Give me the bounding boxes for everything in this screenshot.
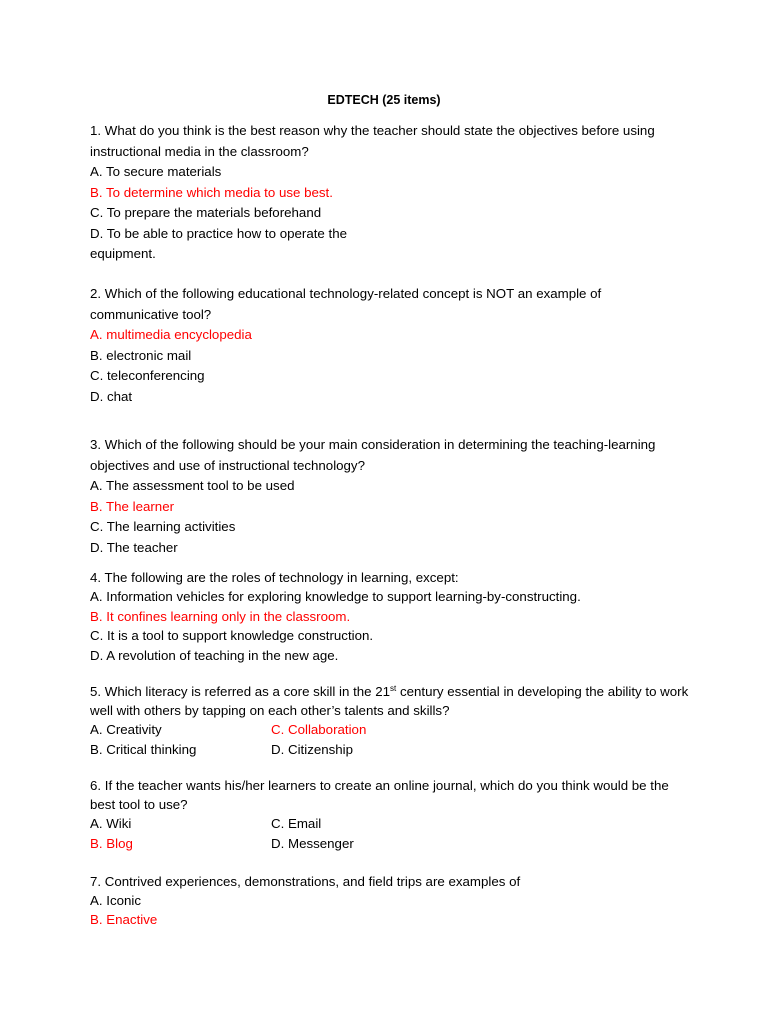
question-6 bbox=[90, 776, 690, 853]
options-row-2 bbox=[90, 834, 690, 853]
question-stem: 3. Which of the following should be your main consideration in determining the teaching-learning objectives and use of instructional technology? bbox=[90, 437, 656, 473]
option-b-answer: B. To determine which media to use best. bbox=[90, 184, 333, 200]
stem-text: 5. Which literacy is referred as a core skill in the 21 bbox=[90, 684, 391, 699]
option-a-answer: A. multimedia encyclopedia bbox=[90, 327, 252, 342]
stem-text-continued: century essential in developing the ability to work well with others by tapping on each other’s talents and skills? bbox=[90, 684, 689, 719]
question-7 bbox=[90, 872, 690, 929]
question-2 bbox=[90, 284, 690, 407]
option-d: D. chat bbox=[90, 388, 133, 404]
option-c: C. teleconferencing bbox=[90, 368, 205, 383]
option-b-answer: B. It confines learning only in the classroom. bbox=[90, 608, 351, 624]
question-4 bbox=[90, 568, 690, 665]
option-b: B. electronic mail bbox=[90, 347, 192, 363]
option-b-answer: B. The learner bbox=[90, 498, 175, 514]
option-b-answer: B. Enactive bbox=[90, 912, 158, 927]
option-d-continued: equipment. bbox=[90, 246, 156, 261]
options-row-1 bbox=[90, 720, 690, 739]
document-title: EDTECH (25 items) bbox=[327, 93, 441, 107]
options-row-2 bbox=[90, 740, 690, 759]
option-c: C. To prepare the materials beforehand bbox=[90, 205, 322, 220]
option-c: C. It is a tool to support knowledge construction. bbox=[90, 628, 374, 644]
option-b: B. Critical thinking bbox=[90, 741, 197, 757]
ordinal-superscript: st bbox=[390, 684, 397, 693]
question-5 bbox=[90, 682, 690, 759]
option-a: A. Creativity bbox=[90, 722, 162, 738]
option-c: C. The learning activities bbox=[90, 519, 236, 534]
option-d: D. Messenger bbox=[271, 835, 354, 851]
option-a: A. Information vehicles for exploring knowledge to support learning-by-constructing. bbox=[90, 589, 581, 605]
question-stem: 6. If the teacher wants his/her learners to create an online journal, which do you think would be the best tool to use? bbox=[90, 778, 669, 813]
question-stem: 1. What do you think is the best reason why the teacher should state the objectives before using instructional media in the classroom? bbox=[90, 123, 655, 159]
option-d: D. Citizenship bbox=[271, 741, 354, 757]
question-stem: 7. Contrived experiences, demonstrations, and field trips are examples of bbox=[90, 874, 521, 889]
question-3 bbox=[90, 435, 690, 558]
option-d: D. The teacher bbox=[90, 539, 178, 555]
option-d: D. To be able to practice how to operate the bbox=[90, 225, 347, 241]
option-a: A. The assessment tool to be used bbox=[90, 478, 295, 493]
question-stem: 4. The following are the roles of technology in learning, except: bbox=[90, 570, 459, 585]
question-1 bbox=[90, 121, 690, 265]
option-c: C. Email bbox=[271, 816, 322, 832]
question-stem: 2. Which of the following educational technology-related concept is NOT an example of communicative tool? bbox=[90, 286, 602, 322]
option-a: A. Iconic bbox=[90, 893, 141, 908]
option-a: A. Wiki bbox=[90, 816, 132, 832]
options-row-1 bbox=[90, 814, 690, 833]
option-d: D. A revolution of teaching in the new age. bbox=[90, 647, 339, 663]
question-stem bbox=[90, 682, 690, 720]
option-c-answer: C. Collaboration bbox=[271, 722, 367, 738]
option-b-answer: B. Blog bbox=[90, 835, 133, 851]
option-a: A. To secure materials bbox=[90, 164, 222, 179]
